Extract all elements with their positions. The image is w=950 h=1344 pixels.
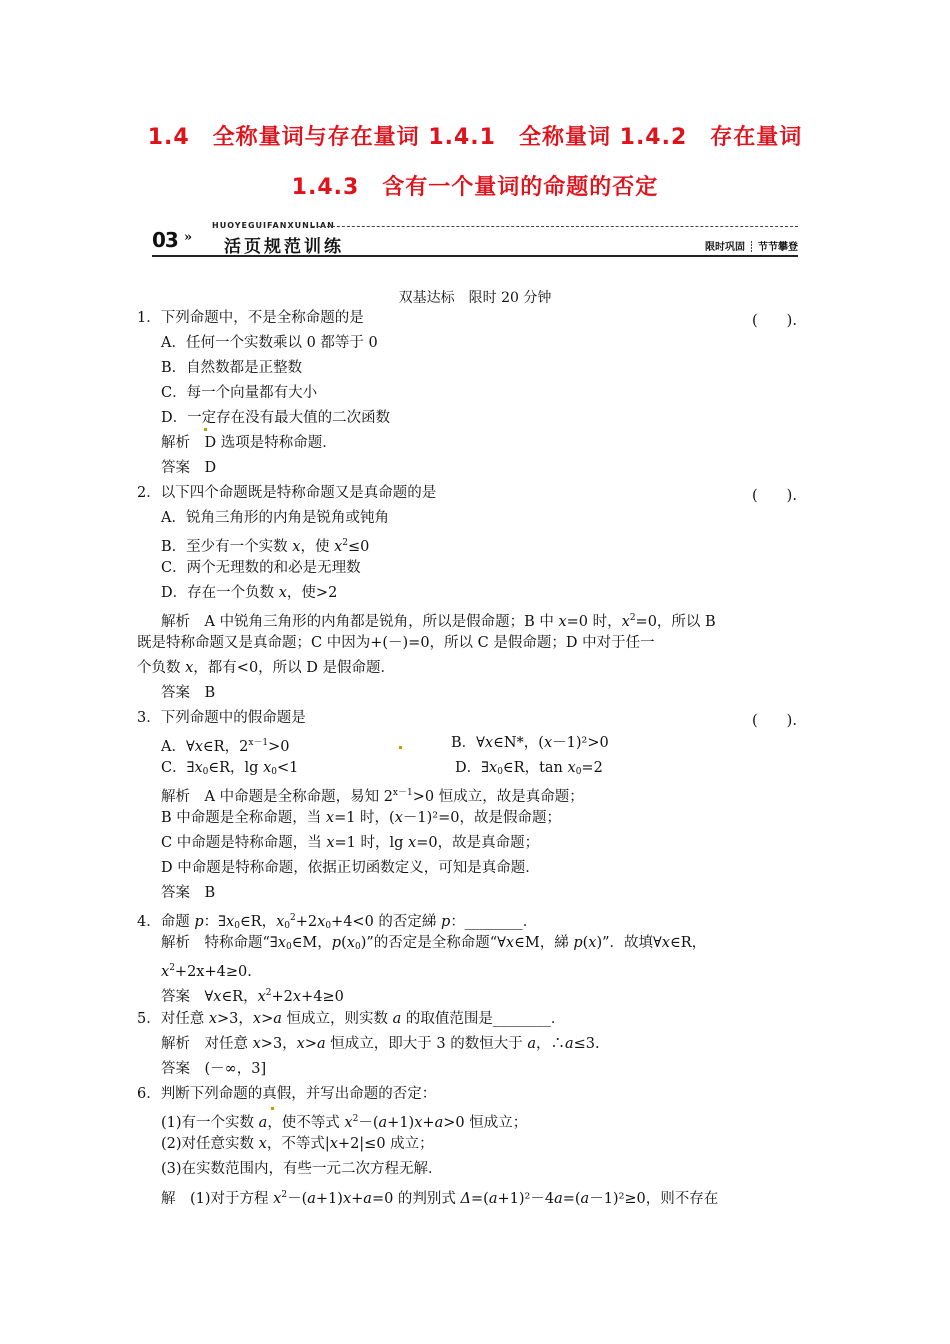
option: D．一定存在没有最大值的二次函数 — [161, 410, 391, 426]
page-title-line-1: 1.4 全称量词与存在量词 1.4.1 全称量词 1.4.2 存在量词 — [147, 125, 803, 150]
option: A．∀x∈R，$2^{x-1}>0$ — [161, 738, 290, 755]
answer-text: 答案 B — [161, 685, 216, 701]
answer-bracket: ( ). — [752, 488, 797, 504]
question-2: 2．以下四个命题既是特称命题又是真命题的是 — [137, 485, 437, 501]
solution-text: 既是特称命题又是真命题；C 中因为+(－)=0，所以 C 是假命题；D 中对于任一 — [137, 635, 655, 651]
solution-text: D 中命题是特称命题，依据正切函数定义，可知是真命题． — [161, 860, 540, 876]
option: C．$\exists x_0\in R$，$\lg x_0<1$ — [161, 760, 299, 777]
solution-text: 解析 A 中命题是全称命题，易知 $2^{x-1}>0$ 恒成立，故是真命题； — [161, 788, 584, 805]
answer-text: 答案 B — [161, 885, 216, 901]
answer-text: 答案 ∀x∈R，$x^2+2x+4\ge 0$ — [161, 988, 344, 1005]
solution-text: B 中命题是全称命题，当 x=1 时，(x－1)²=0，故是假命题； — [161, 810, 561, 826]
solution-text: $x^2+2x+4\ge 0$. — [161, 963, 252, 980]
sub-question: (3)在实数范围内，有些一元二次方程无解． — [161, 1161, 443, 1177]
solution-text: 个负数 x，都有<0，所以 D 是假命题． — [137, 660, 396, 676]
speck-mark — [399, 746, 402, 749]
section-subtitle: 双基达标 限时 20 分钟 — [398, 290, 552, 306]
option: D．存在一个负数 x，使>2 — [161, 585, 338, 601]
solution-text: 解析 对任意 x>3，x>a 恒成立，即大于 3 的数恒大于 a，∴a≤3. — [161, 1036, 600, 1052]
speck-mark — [204, 428, 207, 431]
option: D．$\exists x_0\in R$，$\tan x_0=2$ — [455, 760, 603, 777]
option: A．任何一个实数乘以 0 都等于 0 — [161, 335, 378, 351]
solution-text: 解析 特称命题“$\exists x_0\in M$，$p(x_0)$”的否定是全称命题“∀x∈M，綈 p(x)”．故填∀x∈R， — [161, 935, 707, 952]
solution-text: C 中命题是特称命题，当 x=1 时，lg x=0，故是真命题； — [161, 835, 540, 851]
banner-number: 03 — [152, 228, 178, 252]
page-title-line-2: 1.4.3 含有一个量词的命题的否定 — [291, 175, 659, 200]
banner-pinyin: HUOYEGUIFANXUNLIAN — [212, 221, 335, 230]
option: B．至少有一个实数 x，使 $x^2\le 0$ — [161, 538, 370, 555]
question-1: 1．下列命题中，不是全称命题的是 — [137, 310, 364, 326]
answer-bracket: ( ). — [752, 713, 797, 729]
banner-dashed-rule — [312, 226, 798, 227]
question-4: 4．命题 p：$\exists x_0\in R$，$x_0^2+2x_0+4<0$ 的否定綈 p：________． — [137, 913, 538, 931]
banner-tagline: 限时巩固 ┊ 节节攀登 — [705, 242, 798, 253]
option: B．∀x∈N*，(x－1)²>0 — [451, 735, 609, 751]
solution-text: 解析 A 中锐角三角形的内角都是锐角，所以是假命题；B 中 x=0 时，$x^2=0$，所以 B — [161, 613, 716, 630]
sub-question: (2)对任意实数 x，不等式|x+2|≤0 成立； — [161, 1136, 434, 1152]
option: C．两个无理数的和必是无理数 — [161, 560, 361, 576]
section-banner — [152, 218, 798, 260]
question-3: 3．下列命题中的假命题是 — [137, 710, 306, 726]
sub-question: (1)有一个实数 a，使不等式 $x^2-(a+1)x+a>0$ 恒成立； — [161, 1114, 528, 1131]
option: C．每一个向量都有大小 — [161, 385, 318, 401]
option: A．锐角三角形的内角是锐角或钝角 — [161, 510, 389, 526]
question-6: 6．判断下列命题的真假，并写出命题的否定： — [137, 1086, 437, 1102]
answer-text: 答案 (－∞，3] — [161, 1061, 267, 1077]
banner-arrow-icon: » — [184, 230, 193, 245]
answer-bracket: ( ). — [752, 313, 797, 329]
banner-rule — [152, 255, 798, 257]
question-5: 5．对任意 x>3，x>a 恒成立，则实数 a 的取值范围是________． — [137, 1011, 566, 1027]
solution-text: 解 (1)对于方程 $x^2-(a+1)x+a=0$ 的判别式 Δ=(a+1)²－4a=(a－1)²≥0，则不存在 — [161, 1190, 719, 1207]
banner-name: 活页规范训练 — [224, 237, 344, 257]
option: B．自然数都是正整数 — [161, 360, 303, 376]
answer-text: 答案 D — [161, 460, 217, 476]
solution-text: 解析 D 选项是特称命题． — [161, 435, 337, 451]
speck-mark — [271, 1107, 274, 1110]
